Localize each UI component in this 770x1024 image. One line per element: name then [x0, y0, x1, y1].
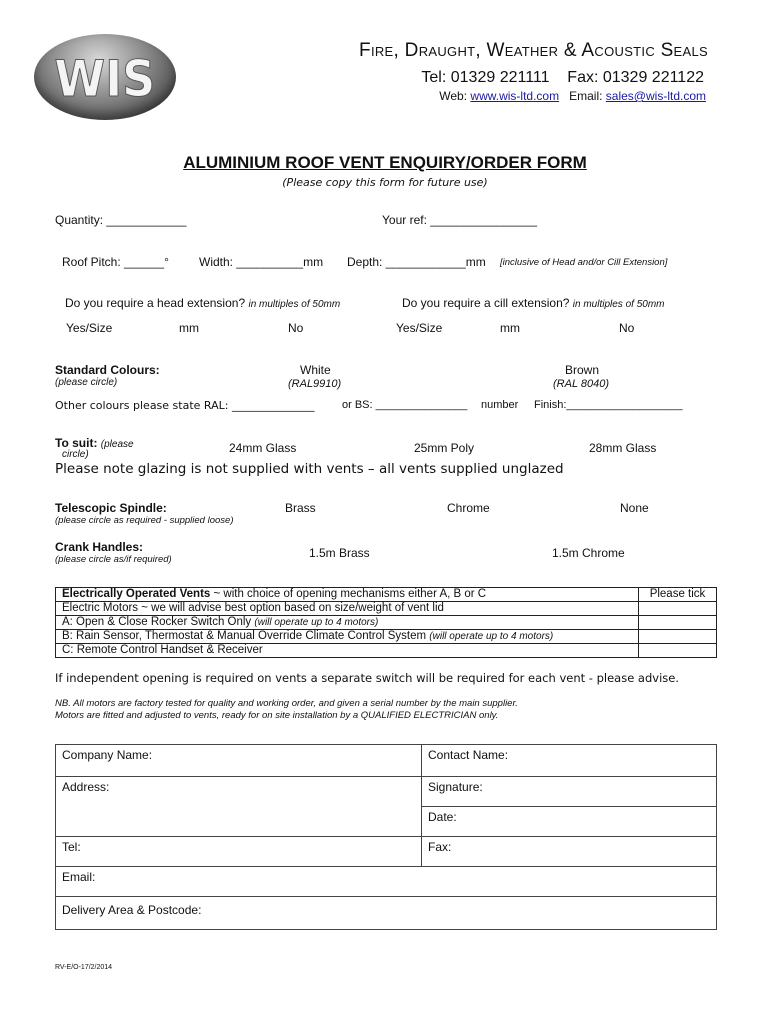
number-label: number — [481, 399, 519, 411]
form-subtitle: (Please copy this form for future use) — [282, 176, 488, 189]
table-row — [56, 745, 717, 777]
company-title: Fire, Draught, Weather & Acoustic Seals — [359, 40, 708, 61]
delivery-postcode-field[interactable]: Delivery Area & Postcode: — [56, 897, 717, 930]
to-suit-note-2: circle) — [62, 449, 89, 460]
table-row — [56, 837, 717, 867]
to-suit-text: To suit: — [55, 436, 98, 450]
head-ext-note: in multiples of 50mm — [248, 299, 341, 310]
glass-24mm-option[interactable]: 24mm Glass — [229, 441, 297, 455]
depth-field[interactable]: Depth: ____________mm — [347, 255, 486, 269]
head-yes-option[interactable]: Yes/Size — [66, 321, 113, 335]
contact-phone-line — [421, 69, 704, 87]
table-row — [56, 867, 717, 897]
cill-yes-option[interactable]: Yes/Size — [396, 321, 443, 335]
other-colours-ral-field[interactable]: Other colours please state RAL: _______________ — [55, 399, 315, 412]
motors-table-header — [56, 588, 717, 602]
nb-note-line-1: NB. All motors are factory tested for quality and working order, and given a serial number by the main supplier. — [55, 698, 518, 709]
motor-row-label: A: Open & Close Rocker Switch Only — [62, 616, 255, 628]
tel-number: Tel: 01329 221111 — [421, 69, 550, 86]
company-name-field[interactable]: Company Name: — [56, 745, 422, 777]
head-no-option[interactable]: No — [288, 321, 304, 335]
tick-box[interactable] — [639, 630, 717, 644]
motor-option-text — [56, 602, 639, 616]
glazing-note: Please note glazing is not supplied with vents – all vents supplied unglazed — [55, 461, 564, 477]
bs-number-field[interactable]: or BS: _______________ — [342, 399, 468, 411]
head-ext-label: Do you require a head extension? — [65, 296, 246, 310]
spindle-brass-option[interactable]: Brass — [285, 501, 316, 515]
head-mm-unit: mm — [179, 321, 199, 335]
white-ral-code: (RAL9910) — [288, 378, 342, 390]
standard-colours-label: Standard Colours: — [55, 363, 160, 377]
spindle-note: (please circle as required - supplied loose) — [55, 515, 234, 526]
table-row — [56, 602, 717, 616]
contact-web-line — [439, 89, 706, 103]
cill-extension-question — [402, 296, 664, 310]
depth-note: [inclusive of Head and/or Cill Extension] — [500, 257, 668, 268]
motors-header-bold: Electrically Operated Vents — [62, 588, 211, 600]
table-row — [56, 616, 717, 630]
table-row — [56, 644, 717, 658]
your-ref-field[interactable]: Your ref: ________________ — [382, 213, 538, 227]
motor-option-text — [56, 644, 639, 658]
contact-name-field[interactable]: Contact Name: — [422, 745, 717, 777]
cill-ext-note: in multiples of 50mm — [572, 299, 665, 310]
cill-mm-unit: mm — [500, 321, 520, 335]
web-label: Web: — [439, 89, 468, 103]
logo-wordmark: WIS — [54, 50, 156, 109]
contact-details-table — [55, 744, 717, 930]
quantity-field[interactable]: Quantity: ____________ — [55, 213, 187, 227]
table-row — [56, 897, 717, 930]
website-link[interactable]: www.wis-ltd.com — [470, 89, 560, 103]
motor-row-label: C: Remote Control Handset & Receiver — [62, 644, 263, 656]
cill-ext-label: Do you require a cill extension? — [402, 296, 570, 310]
independent-switch-note: If independent opening is required on vents a separate switch will be required for each vent - please advise. — [55, 671, 679, 685]
motor-row-note: (will operate up to 4 motors) — [429, 631, 554, 642]
table-row — [56, 777, 717, 807]
motor-row-label: B: Rain Sensor, Thermostat & Manual Override Climate Control System — [62, 630, 430, 642]
crank-handles-label: Crank Handles: — [55, 540, 144, 554]
nb-note-line-2: Motors are fitted and adjusted to vents, ready for on site installation by a QUALIFIED ELECTRICIAN only. — [55, 710, 499, 721]
tel-field[interactable]: Tel: — [56, 837, 422, 867]
crank-brass-option[interactable]: 1.5m Brass — [309, 546, 370, 560]
roof-pitch-field[interactable]: Roof Pitch: ______° — [62, 255, 169, 269]
form-reference-code: RV-E/O-17/2/2014 — [55, 964, 113, 971]
spindle-none-option[interactable]: None — [620, 501, 649, 515]
to-suit-label — [55, 436, 134, 450]
address-field[interactable]: Address: — [56, 777, 422, 837]
date-field[interactable]: Date: — [422, 807, 717, 837]
colour-white-option[interactable]: White — [300, 363, 331, 377]
cill-no-option[interactable]: No — [619, 321, 635, 335]
email-label: Email: — [569, 89, 603, 103]
glass-28mm-option[interactable]: 28mm Glass — [589, 441, 657, 455]
form-title: ALUMINIUM ROOF VENT ENQUIRY/ORDER FORM — [183, 153, 587, 172]
head-extension-question — [65, 296, 340, 310]
company-logo — [34, 34, 176, 120]
email-field[interactable]: Email: — [56, 867, 717, 897]
crank-chrome-option[interactable]: 1.5m Chrome — [552, 546, 625, 560]
motor-option-text — [56, 616, 639, 630]
crank-note: (please circle as/if required) — [55, 554, 172, 565]
tick-box[interactable] — [639, 616, 717, 630]
fax-field[interactable]: Fax: — [422, 837, 717, 867]
spindle-chrome-option[interactable]: Chrome — [447, 501, 490, 515]
email-link[interactable]: sales@wis-ltd.com — [605, 89, 706, 103]
width-field[interactable]: Width: __________mm — [199, 255, 324, 269]
fax-number: Fax: 01329 221122 — [567, 69, 704, 86]
tick-box[interactable] — [639, 644, 717, 658]
motors-table — [55, 587, 717, 658]
colour-brown-option[interactable]: Brown — [565, 363, 600, 377]
table-row — [56, 630, 717, 644]
colours-please-circle: (please circle) — [55, 377, 118, 388]
poly-25mm-option[interactable]: 25mm Poly — [414, 441, 475, 455]
motors-header-rest: ~ with choice of opening mechanisms either A, B or C — [210, 588, 487, 600]
motor-row-note: (will operate up to 4 motors) — [254, 617, 379, 628]
telescopic-spindle-label: Telescopic Spindle: — [55, 501, 167, 515]
to-suit-note: (please — [100, 439, 134, 450]
please-tick-header: Please tick — [639, 588, 717, 602]
tick-box[interactable] — [639, 602, 717, 616]
signature-field[interactable]: Signature: — [422, 777, 717, 807]
finish-field[interactable]: Finish:___________________ — [534, 399, 683, 411]
brown-ral-code: (RAL 8040) — [553, 378, 610, 390]
motor-option-text — [56, 630, 639, 644]
motors-header-cell — [56, 588, 639, 602]
motor-row-label: Electric Motors ~ we will advise best option based on size/weight of vent lid — [62, 602, 444, 614]
